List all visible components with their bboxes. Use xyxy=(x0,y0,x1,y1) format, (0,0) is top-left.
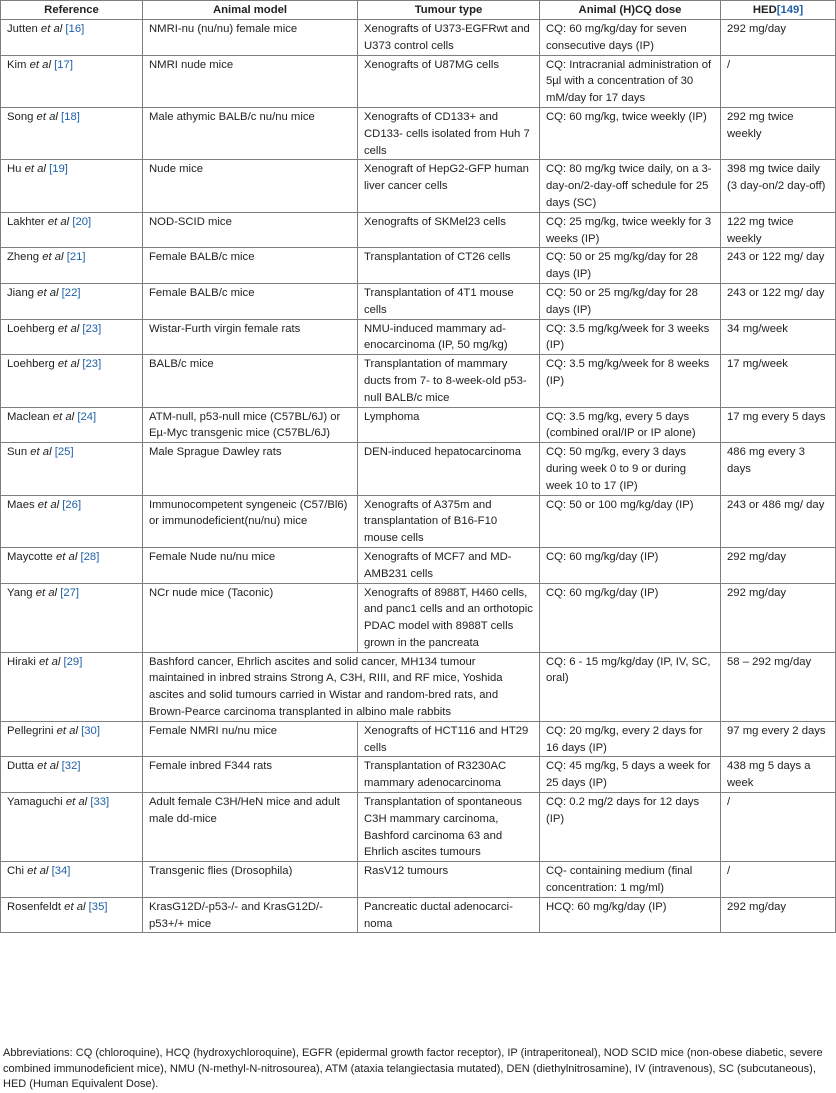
dose-cell: CQ: 50 or 25 mg/kg/day for 28 days (IP) xyxy=(540,248,721,284)
tumour-type-cell: Xenografts of MCF7 and MD-AMB231 cells xyxy=(358,547,540,583)
author-name: Sun xyxy=(7,446,28,459)
table-row xyxy=(1,757,836,793)
reference-cell xyxy=(1,355,143,407)
hed-cell: 97 mg every 2 days xyxy=(721,721,836,757)
reference-cell xyxy=(1,793,143,862)
et-al: et al xyxy=(37,498,60,511)
table-row xyxy=(1,55,836,107)
dose-cell: CQ: 0.2 mg/2 days for 12 days (IP) xyxy=(540,793,721,862)
reference-cell xyxy=(1,583,143,652)
hed-cell: / xyxy=(721,55,836,107)
citation-link[interactable]: [16] xyxy=(65,23,85,35)
author-name: Maycotte xyxy=(7,550,53,563)
reference-cell xyxy=(1,862,143,898)
et-al: et al xyxy=(55,550,78,563)
hed-cell: 438 mg 5 days a week xyxy=(721,757,836,793)
tumour-type-cell: Xenografts of CD133+ and CD133- cells isolated from Huh 7 cells xyxy=(358,107,540,159)
header-animal-model: Animal model xyxy=(143,1,358,20)
tumour-type-cell: Transplantation of CT26 cells xyxy=(358,248,540,284)
animal-model-cell: NMRI-nu (nu/nu) female mice xyxy=(143,20,358,56)
table-body xyxy=(1,20,836,933)
hed-cell: 17 mg every 5 days xyxy=(721,407,836,443)
citation-link[interactable]: [22] xyxy=(61,286,81,299)
animal-model-cell: Female NMRI nu/nu mice xyxy=(143,721,358,757)
citation-link[interactable]: [25] xyxy=(54,446,74,459)
table-row xyxy=(1,283,836,319)
reference-cell xyxy=(1,20,143,56)
author-name: Jutten xyxy=(7,23,38,35)
et-al: et al xyxy=(36,110,58,123)
reference-cell xyxy=(1,107,143,159)
tumour-type-cell: Xenografts of HCT116 and HT29 cells xyxy=(358,721,540,757)
et-al: et al xyxy=(57,358,80,371)
table-row xyxy=(1,793,836,862)
citation-link[interactable]: [18] xyxy=(61,110,80,123)
table-row xyxy=(1,248,836,284)
author-name: Loehberg xyxy=(7,322,55,335)
author-name: Zheng xyxy=(7,251,40,264)
author-name: Rosenfeldt xyxy=(7,900,62,913)
table-row xyxy=(1,583,836,652)
hed-cell: 292 mg/day xyxy=(721,20,836,56)
tumour-type-cell: DEN-induced hepatocarcinoma xyxy=(358,443,540,495)
author-name: Hiraki xyxy=(7,655,36,668)
dose-cell: CQ: 80 mg/kg twice daily, on a 3-day-on/2-day-off schedule for 25 days (SC) xyxy=(540,160,721,212)
tumour-type-cell: Transplantation of mammary ducts from 7- to 8-week-old p53-null BALB/c mice xyxy=(358,355,540,407)
tumour-type-cell: RasV12 tumours xyxy=(358,862,540,898)
et-al: et al xyxy=(64,900,86,913)
citation-link[interactable]: [27] xyxy=(60,586,80,599)
hed-cell: 243 or 486 mg/ day xyxy=(721,495,836,547)
reference-cell xyxy=(1,495,143,547)
dose-cell: CQ: 3.5 mg/kg, every 5 days (combined oral/IP or IP alone) xyxy=(540,407,721,443)
dose-cell: CQ: Intracranial administration of 5µl with a concentration of 30 mM/day for 17 days xyxy=(540,55,721,107)
author-name: Loehberg xyxy=(7,358,55,371)
table-header-row xyxy=(1,1,836,20)
citation-link[interactable]: [33] xyxy=(90,796,110,809)
et-al: et al xyxy=(30,446,52,459)
et-al: et al xyxy=(47,215,70,228)
citation-link[interactable]: [24] xyxy=(77,410,97,423)
dose-cell: CQ- containing medium (final concentration: 1 mg/ml) xyxy=(540,862,721,898)
dose-cell: CQ: 50 mg/kg, every 3 days during week 0 to 9 or during week 10 to 17 (IP) xyxy=(540,443,721,495)
tumour-type-cell: Xenografts of SKMel23 cells xyxy=(358,212,540,248)
header-hed xyxy=(721,1,836,20)
table-row xyxy=(1,652,836,721)
dose-cell: CQ: 3.5 mg/kg/week for 3 weeks (IP) xyxy=(540,319,721,355)
citation-link[interactable]: [23] xyxy=(82,322,102,335)
reference-cell xyxy=(1,897,143,933)
hed-cell: 58 – 292 mg/day xyxy=(721,652,836,721)
citation-link[interactable]: [29] xyxy=(63,655,83,668)
dose-cell: CQ: 3.5 mg/kg/week for 8 weeks (IP) xyxy=(540,355,721,407)
table-row xyxy=(1,319,836,355)
hed-cell: 398 mg twice daily (3 day-on/2 day-off) xyxy=(721,160,836,212)
author-name: Kim xyxy=(7,58,27,71)
hed-cell: 17 mg/week xyxy=(721,355,836,407)
animal-model-cell: NOD-SCID mice xyxy=(143,212,358,248)
table-row xyxy=(1,20,836,56)
author-name: Maclean xyxy=(7,410,50,423)
hed-cell: / xyxy=(721,862,836,898)
et-al: et al xyxy=(57,322,80,335)
dose-cell: CQ: 50 or 100 mg/kg/day (IP) xyxy=(540,495,721,547)
reference-cell xyxy=(1,652,143,721)
animal-model-cell: Female Nude nu/nu mice xyxy=(143,547,358,583)
header-tumour-type: Tumour type xyxy=(358,1,540,20)
citation-link[interactable]: [17] xyxy=(54,58,73,71)
table-row xyxy=(1,407,836,443)
citation-link[interactable]: [32] xyxy=(61,760,81,773)
author-name: Pellegrini xyxy=(7,724,54,737)
animal-model-cell: Bashford cancer, Ehrlich ascites and solid cancer, MH134 tumour maintained in inbred strains Strong A, C3H, RIII, and RF mice, Yoshida ascites and solid tumours carried in Wistar and random-bred rats, and Brown-Pearce carcinoma transplanted in albino male rabbits xyxy=(143,652,540,721)
et-al: et al xyxy=(65,796,88,809)
dose-cell: CQ: 20 mg/kg, every 2 days for 16 days (IP) xyxy=(540,721,721,757)
table-row xyxy=(1,212,836,248)
abbreviations-footnote: Abbreviations: CQ (chloroquine), HCQ (hydroxychloroquine), EGFR (epidermal growth factor receptor), IP (intraperitoneal), NOD SCID mice (non-obese diabetic, severe combined immunodeficient mice), NMU (N-methyl-N-nitrosourea), ATM (ataxia telangiectasia mutated), DEN (diethylnitrosamine), IV (intravenous), SC (subcutaneous), HED (Human Equivalent Dose). xyxy=(3,1047,823,1091)
tumour-type-cell: Xenografts of U373-EGFRwt and U373 control cells xyxy=(358,20,540,56)
animal-model-cell: Female BALB/c mice xyxy=(143,248,358,284)
hed-cell: 292 mg twice weekly xyxy=(721,107,836,159)
et-al: et al xyxy=(37,286,59,299)
tumour-type-cell: Xenografts of U87MG cells xyxy=(358,55,540,107)
tumour-type-cell: Xenografts of A375m and transplantation of B16-F10 mouse cells xyxy=(358,495,540,547)
reference-cell xyxy=(1,547,143,583)
dose-cell: CQ: 60 mg/kg, twice weekly (IP) xyxy=(540,107,721,159)
author-name: Hu xyxy=(7,163,22,176)
et-al: et al xyxy=(40,23,63,35)
dose-cell: CQ: 60 mg/kg/day (IP) xyxy=(540,583,721,652)
hed-cell: 292 mg/day xyxy=(721,547,836,583)
reference-cell xyxy=(1,212,143,248)
animal-model-cell: Wistar-Furth virgin female rats xyxy=(143,319,358,355)
animal-model-cell: Immunocompetent syngeneic (C57/Bl6) or immunodeficient(nu/nu) mice xyxy=(143,495,358,547)
hed-cell: 486 mg every 3 days xyxy=(721,443,836,495)
animal-model-cell: Male athymic BALB/c nu/nu mice xyxy=(143,107,358,159)
author-name: Yang xyxy=(7,586,33,599)
author-name: Song xyxy=(7,110,34,123)
reference-cell xyxy=(1,757,143,793)
table-row xyxy=(1,721,836,757)
dose-cell: CQ: 60 mg/kg/day for seven consecutive days (IP) xyxy=(540,20,721,56)
tumour-type-cell: NMU-induced mammary adenocarcinoma (IP, 50 mg/kg) xyxy=(358,319,540,355)
animal-model-cell: ATM-null, p53-null mice (C57BL/6J) or Eµ-Myc transgenic mice (C57BL/6J) xyxy=(143,407,358,443)
citation-link[interactable]: [34] xyxy=(51,865,71,878)
hed-cell: 243 or 122 mg/ day xyxy=(721,248,836,284)
animal-model-cell: NCr nude mice (Taconic) xyxy=(143,583,358,652)
tumour-type-cell: Xenografts of 8988T, H460 cells, and panc1 cells and an orthotopic PDAC model with 8988T cells grown in the pancreata xyxy=(358,583,540,652)
animal-model-cell: Female inbred F344 rats xyxy=(143,757,358,793)
tumour-type-cell: Transplantation of 4T1 mouse cells xyxy=(358,283,540,319)
reference-cell xyxy=(1,283,143,319)
animal-model-cell: KrasG12D/-p53-/- and KrasG12D/-p53+/+ mice xyxy=(143,897,358,933)
reference-cell xyxy=(1,721,143,757)
animal-model-cell: BALB/c mice xyxy=(143,355,358,407)
hed-cell: / xyxy=(721,793,836,862)
table-row xyxy=(1,355,836,407)
citation-link[interactable]: [28] xyxy=(80,550,100,563)
reference-cell xyxy=(1,55,143,107)
table-row xyxy=(1,107,836,159)
hed-cell: 292 mg/day xyxy=(721,583,836,652)
animal-model-cell: Female BALB/c mice xyxy=(143,283,358,319)
reference-cell xyxy=(1,319,143,355)
header-reference: Reference xyxy=(1,1,143,20)
citation-link[interactable]: [23] xyxy=(82,358,102,371)
hed-cell: 34 mg/week xyxy=(721,319,836,355)
dose-cell: HCQ: 60 mg/kg/day (IP) xyxy=(540,897,721,933)
et-al: et al xyxy=(56,724,78,737)
citation-link[interactable]: [20] xyxy=(72,215,92,228)
header-hed-citation-link[interactable]: [149] xyxy=(776,4,804,16)
dose-cell: CQ: 25 mg/kg, twice weekly for 3 weeks (IP) xyxy=(540,212,721,248)
author-name: Lakhter xyxy=(7,215,45,228)
reference-cell xyxy=(1,248,143,284)
header-hed-label: HED xyxy=(752,4,777,16)
table-row xyxy=(1,495,836,547)
animal-model-cell: Male Sprague Dawley rats xyxy=(143,443,358,495)
reference-cell xyxy=(1,443,143,495)
tumour-type-cell: Transplantation of R3230AC mammary adenocarcinoma xyxy=(358,757,540,793)
table-row xyxy=(1,862,836,898)
et-al: et al xyxy=(35,586,58,599)
hed-cell: 243 or 122 mg/ day xyxy=(721,283,836,319)
author-name: Maes xyxy=(7,498,35,511)
reference-cell xyxy=(1,407,143,443)
et-al: et al xyxy=(37,760,59,773)
author-name: Dutta xyxy=(7,760,35,773)
et-al: et al xyxy=(29,58,51,71)
citation-link[interactable]: [30] xyxy=(81,724,100,737)
header-dose: Animal (H)CQ dose xyxy=(540,1,721,20)
tumour-type-cell: Transplantation of spontaneous C3H mammary carcinoma, Bashford carcinoma 63 and Ehrlich ascites tumours xyxy=(358,793,540,862)
reference-cell xyxy=(1,160,143,212)
citation-link[interactable]: [19] xyxy=(49,163,68,176)
table-row xyxy=(1,443,836,495)
citation-link[interactable]: [21] xyxy=(66,251,86,264)
animal-model-cell: Nude mice xyxy=(143,160,358,212)
et-al: et al xyxy=(39,655,61,668)
et-al: et al xyxy=(27,865,49,878)
dose-cell: CQ: 60 mg/kg/day (IP) xyxy=(540,547,721,583)
table-row xyxy=(1,160,836,212)
tumour-type-cell: Lymphoma xyxy=(358,407,540,443)
citation-link[interactable]: [35] xyxy=(88,900,108,913)
et-al: et al xyxy=(42,251,64,264)
table-row xyxy=(1,897,836,933)
et-al: et al xyxy=(24,163,46,176)
dose-cell: CQ: 50 or 25 mg/kg/day for 28 days (IP) xyxy=(540,283,721,319)
dose-cell: CQ: 6 - 15 mg/kg/day (IP, IV, SC, oral) xyxy=(540,652,721,721)
author-name: Jiang xyxy=(7,286,35,299)
et-al: et al xyxy=(52,410,75,423)
author-name: Chi xyxy=(7,865,24,878)
animal-model-cell: Adult female C3H/HeN mice and adult male dd-mice xyxy=(143,793,358,862)
citation-link[interactable]: [26] xyxy=(62,498,82,511)
tumour-type-cell: Xenograft of HepG2-GFP human liver cancer cells xyxy=(358,160,540,212)
table-row xyxy=(1,547,836,583)
author-name: Yamaguchi xyxy=(7,796,63,809)
animal-model-cell: Transgenic flies (Drosophila) xyxy=(143,862,358,898)
animal-model-cell: NMRI nude mice xyxy=(143,55,358,107)
tumour-type-cell: Pancreatic ductal adenocarcinoma xyxy=(358,897,540,933)
hed-cell: 122 mg twice weekly xyxy=(721,212,836,248)
dose-cell: CQ: 45 mg/kg, 5 days a week for 25 days (IP) xyxy=(540,757,721,793)
hed-cell: 292 mg/day xyxy=(721,897,836,933)
